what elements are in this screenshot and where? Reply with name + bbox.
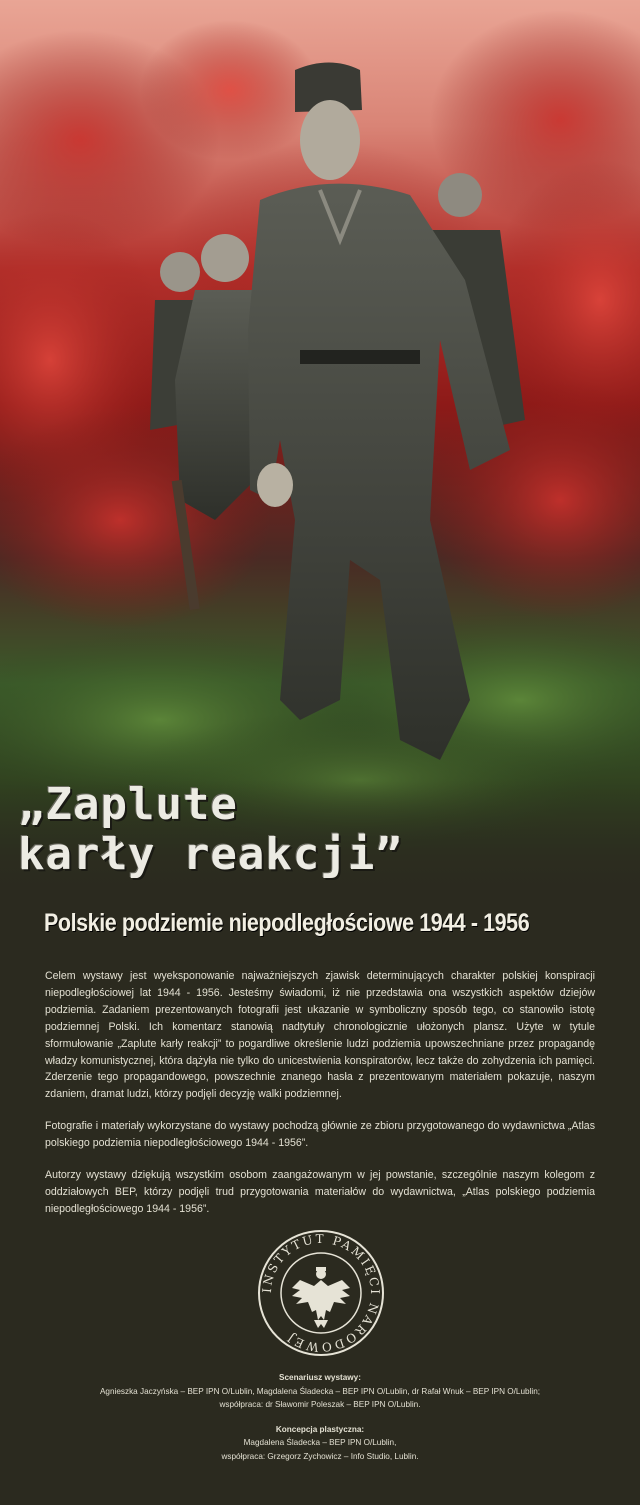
paragraph-sources: Fotografie i materiały wykorzystane do wystawy pochodzą głównie ze zbioru przygotowanego do wydawnictwa „Atlas polskiego podziemia niepodległościowego 1944 - 1956”. (45, 1120, 595, 1150)
concept-author: Magdalena Śladecka – BEP IPN O/Lublin, (243, 1438, 397, 1448)
paragraph-thanks: Autorzy wystawy dziękują wszystkim osobom zaangażowanym w jej powstanie, szczególnie naszym kolegom z oddziałowych BEP, którzy podjęli trud przygotowania materiałów do wydawnictwa, „Atlas polskiego podziemia niepodległościowego 1944 - 1956”. (45, 1169, 595, 1215)
scenario-authors: Agnieszka Jaczyńska – BEP IPN O/Lublin, Magdalena Śladecka – BEP IPN O/Lublin, dr Rafał Wnuk – BEP IPN O/Lublin; (99, 1386, 541, 1396)
concept-heading: Koncepcja plastyczna: (275, 1424, 365, 1434)
concept-collaboration: współpraca: Grzegorz Zychowicz – Info Studio, Lublin. (221, 1451, 419, 1461)
eagle-icon (292, 1267, 350, 1328)
exhibition-title (18, 780, 618, 880)
paragraph-intro: Celem wystawy jest wyeksponowanie najważniejszych zjawisk determinujących charakter polskiej konspiracji niepodległościowej lat 1944 - 1956. Jesteśmy świadomi, iż nie przedstawia ona wszystkich aspektów dziejów podziemia. Zadaniem prezentowanych fotografii jest ukazanie w symboliczny sposób tego, co stanowiło istotę podziemnej Polski. Ich komentarz stanowią nadtytuły chronologicznie ułożonych plansz. Użyte w tytule sformułowanie „Zaplute karły reakcji” to pogardliwe określenie ludzi podziemia upowszechniane przez propagandę władzy komunistycznej, która dążyła nie tylko do unicestwienia konspiratorów, lecz także do zohydzenia ich pamięci. Zderzenie tego propagandowego, powszechnie znanego hasła z prezentowanym materiałem pokazuje, naszym zdaniem, dramat ludzi, którzy podjęli decyzję walki podziemnej. (45, 970, 595, 1101)
credits-block (20, 1371, 620, 1464)
exhibition-subtitle: Polskie podziemie niepodległościowe 1944 - 1956 (44, 909, 530, 937)
scenario-collaboration: współpraca: dr Sławomir Poleszak – BEP IPN O/Lublin. (219, 1400, 421, 1410)
title-line-2: karły reakcji” (18, 829, 403, 880)
title-line-1: „Zaplute (18, 779, 238, 830)
description-text (45, 968, 595, 1233)
seal-text: INSTYTUT PAMIĘCI NARODOWEJ (259, 1231, 383, 1355)
ipn-seal-logo (256, 1228, 386, 1358)
scenario-heading: Scenariusz wystawy: (279, 1373, 361, 1382)
